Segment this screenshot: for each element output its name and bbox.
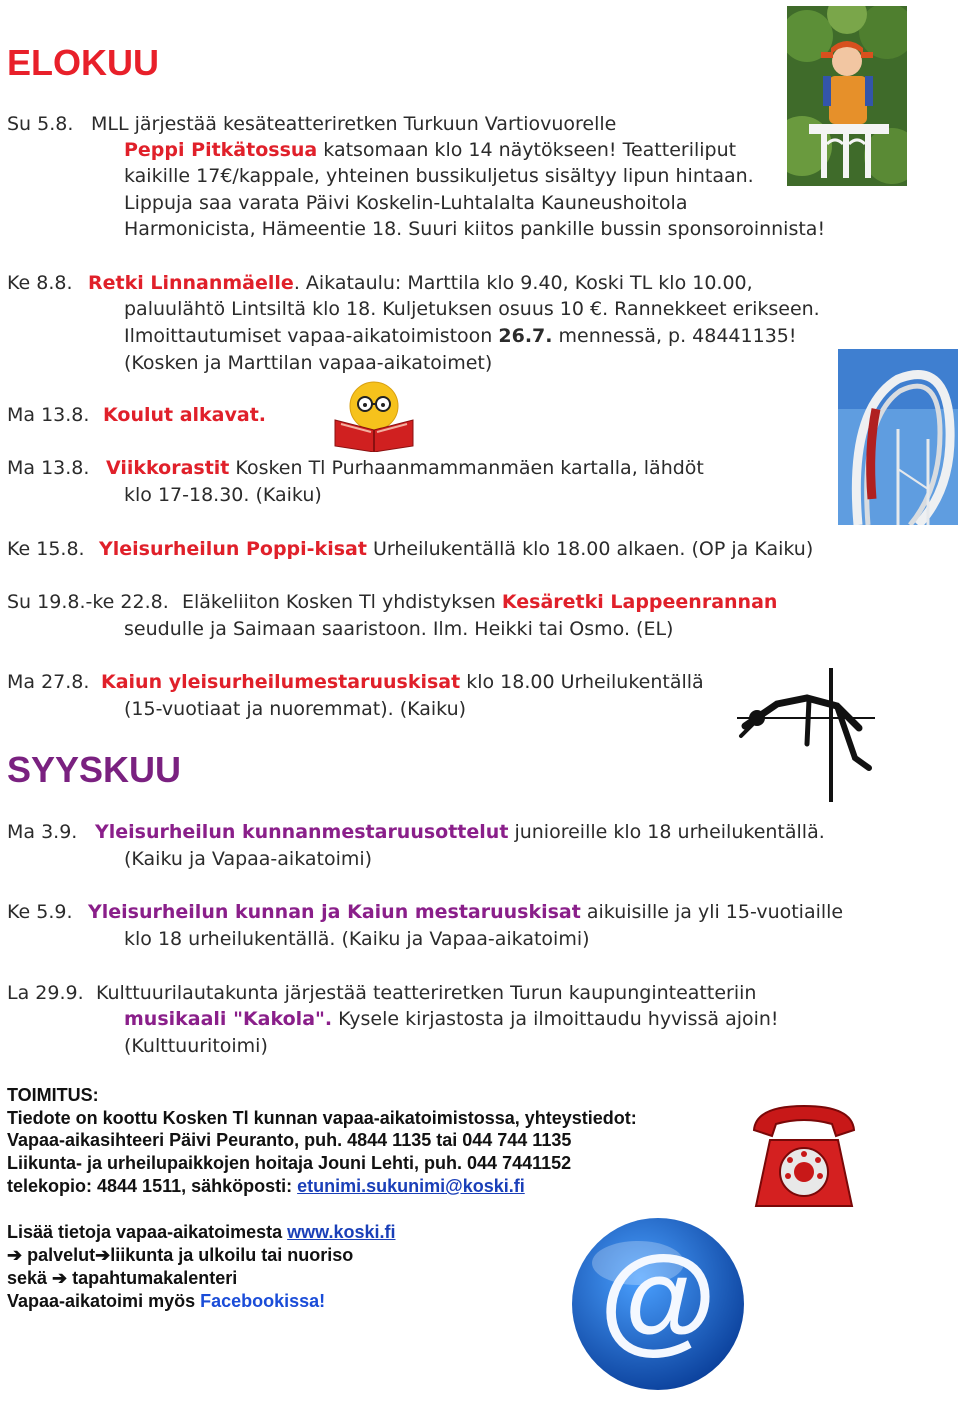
event-date: Su 5.8.	[7, 113, 74, 135]
event-highlight: Koulut alkavat.	[103, 404, 267, 426]
event-text: Yleisurheilun kunnan ja Kaiun mestaruuskisat aikuisille ja yli 15-vuotiaille	[88, 901, 844, 923]
event-date: Su 19.8.-ke 22.8.	[7, 591, 169, 613]
at-sign-icon	[568, 1213, 748, 1395]
svg-text:@: @	[599, 1231, 717, 1365]
event-date: Ke 5.9.	[7, 901, 73, 923]
event-text: paluulähtö Lintsiltä klo 18. Kuljetuksen osuus 10 €. Rannekkeet erikseen.	[124, 298, 820, 320]
event-text: musikaali "Kakola". Kysele kirjastosta ja ilmoittaudu hyvissä ajoin!	[124, 1008, 779, 1030]
event-text: klo 18 urheilukentällä. (Kaiku ja Vapaa-aikatoimi)	[124, 928, 590, 950]
event-date: Ke 15.8.	[7, 538, 85, 560]
event-text: Retki Linnanmäelle. Aikataulu: Marttila klo 9.40, Koski TL klo 10.00,	[88, 272, 753, 294]
event-date: Ma 3.9.	[7, 821, 78, 843]
event-text: Peppi Pitkätossua katsomaan klo 14 näytökseen! Teatteriliput	[124, 139, 737, 161]
footer-line: ➔ palvelut➔liikunta ja ulkoilu tai nuoriso	[7, 1245, 354, 1265]
event-text: (15-vuotiaat ja nuoremmat). (Kaiku)	[124, 698, 467, 720]
email-link[interactable]: etunimi.sukunimi@koski.fi	[297, 1176, 525, 1196]
footer-line: Tiedote on koottu Kosken Tl kunnan vapaa-aikatoimistossa, yhteystiedot:	[7, 1108, 637, 1128]
right-arrow-icon: ➔	[95, 1245, 111, 1265]
heading-elokuu: ELOKUU	[7, 42, 159, 83]
event-text: Kulttuurilautakunta järjestää teatteriretken Turun kaupunginteatteriin	[96, 982, 757, 1004]
event-date: La 29.9.	[7, 982, 84, 1004]
event-text: Lippuja saa varata Päivi Koskelin-Luhtalalta Kauneushoitola	[124, 192, 688, 214]
event-text: kaikille 17€/kappale, yhteinen bussikuljetus sisältyy lipun hintaan.	[124, 165, 754, 187]
event-text: Kaiun yleisurheilumestaruuskisat klo 18.00 Urheilukentällä	[101, 671, 704, 693]
event-date: Ke 8.8.	[7, 272, 73, 294]
event-text: Ilmoittautumiset vapaa-aikatoimistoon 26.7. mennessä, p. 48441135!	[124, 325, 797, 347]
footer-line: sekä ➔ tapahtumakalenteri	[7, 1268, 238, 1288]
footer-line: Liikunta- ja urheilupaikkojen hoitaja Jouni Lehti, puh. 044 7441152	[7, 1153, 572, 1173]
event-text: MLL järjestää kesäteatteriretken Turkuun Vartiovuorelle	[91, 113, 617, 135]
high-jumper-icon	[737, 668, 875, 802]
footer-line: Vapaa-aikatoimi myös Facebookissa!	[7, 1291, 326, 1311]
footer-line: Lisää tietoja vapaa-aikatoimesta www.koski.fi	[7, 1222, 396, 1242]
footer-line: Vapaa-aikasihteeri Päivi Peuranto, puh. 4844 1135 tai 044 744 1135	[7, 1130, 572, 1150]
event-text: Yleisurheilun Poppi-kisat Urheilukentällä klo 18.00 alkaen. (OP ja Kaiku)	[99, 538, 814, 560]
event-text: Harmonicista, Hämeentie 18. Suuri kiitos pankille bussin sponsoroinnista!	[124, 218, 826, 240]
event-date: Ma 13.8.	[7, 404, 90, 426]
event-text: (Kosken ja Marttilan vapaa-aikatoimet)	[124, 352, 493, 374]
footer-title: TOIMITUS:	[7, 1085, 99, 1105]
event-text: Yleisurheilun kunnanmestaruusottelut junioreille klo 18 urheilukentällä.	[95, 821, 825, 843]
red-telephone-icon	[748, 1100, 860, 1214]
right-arrow-icon: ➔	[52, 1268, 68, 1288]
rollercoaster-photo	[838, 349, 958, 525]
event-text: Eläkeliiton Kosken Tl yhdistyksen Kesäretki Lappeenrannan	[182, 591, 778, 613]
event-text: Viikkorastit Kosken Tl Purhaanmammanmäen kartalla, lähdöt	[106, 457, 704, 479]
pippi-photo	[787, 6, 907, 186]
website-link[interactable]: www.koski.fi	[287, 1222, 396, 1242]
reading-smiley-icon	[331, 380, 417, 452]
event-text: klo 17-18.30. (Kaiku)	[124, 484, 322, 506]
heading-syyskuu: SYYSKUU	[7, 749, 182, 790]
event-date: Ma 13.8.	[7, 457, 90, 479]
facebook-link[interactable]: Facebookissa!	[200, 1291, 326, 1311]
right-arrow-icon: ➔	[7, 1245, 23, 1265]
event-text: (Kulttuuritoimi)	[124, 1035, 268, 1057]
event-text: (Kaiku ja Vapaa-aikatoimi)	[124, 848, 373, 870]
event-date: Ma 27.8.	[7, 671, 90, 693]
footer-line: telekopio: 4844 1511, sähköposti: etunimi.sukunimi@koski.fi	[7, 1176, 525, 1196]
event-text: seudulle ja Saimaan saaristoon. Ilm. Heikki tai Osmo. (EL)	[124, 618, 674, 640]
